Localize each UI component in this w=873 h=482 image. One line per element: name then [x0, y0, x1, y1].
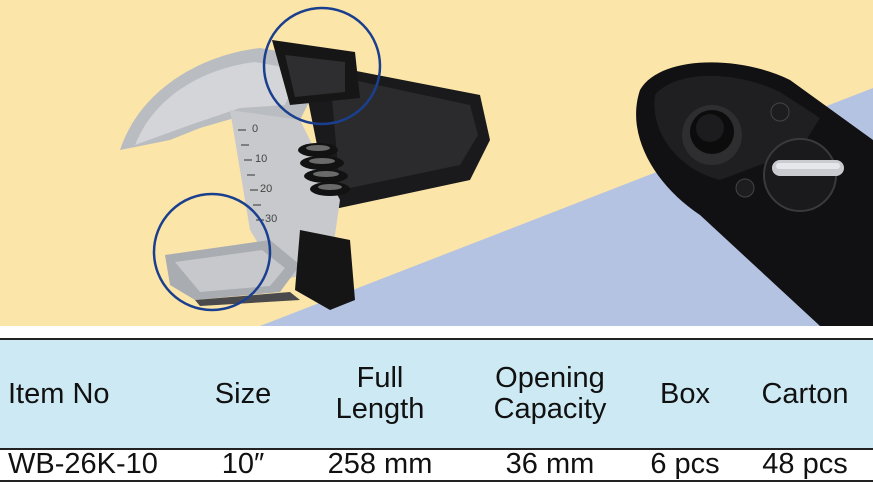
spec-table [0, 326, 873, 482]
cell-full-length: 258 mm [327, 448, 433, 480]
header-carton: Carton [761, 377, 849, 410]
cell-carton: 48 pcs [762, 448, 848, 480]
scale-mark-30: 30 [265, 213, 278, 225]
header-size: Size [214, 377, 272, 410]
header-item-no: Item No [8, 377, 110, 410]
scale-mark-0: 0 [252, 123, 259, 135]
cell-opening-capacity: 36 mm [505, 448, 595, 480]
header-box: Box [660, 377, 710, 410]
header-opening-capacity [470, 340, 630, 448]
header-opening-capacity-line2: Capacity [493, 393, 607, 425]
scale-mark-20: 20 [260, 183, 273, 195]
cell-item-no: WB-26K-10 [8, 448, 158, 480]
cell-box: 6 pcs [650, 448, 720, 480]
table-bottom-rule [0, 480, 873, 482]
header-opening-capacity-line1: Opening [495, 362, 605, 394]
header-full-length [300, 340, 460, 448]
header-full-length-line1: Full [356, 362, 404, 394]
scale-mark-10: 10 [255, 153, 268, 165]
cell-size: 10″ [221, 448, 265, 480]
header-full-length-line2: Length [335, 393, 425, 425]
